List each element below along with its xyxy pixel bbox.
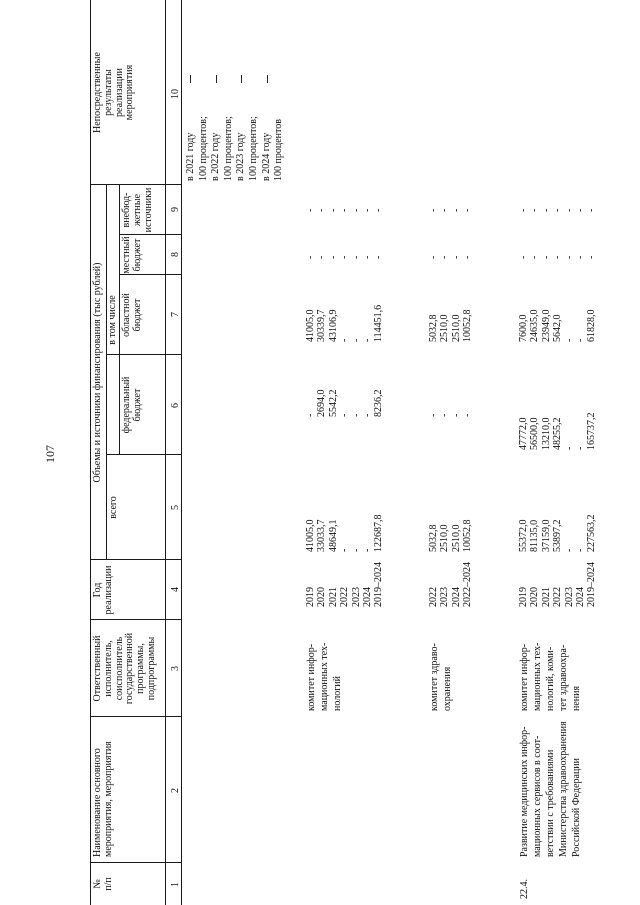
block1-total: 41005,0 33033,7 48649,1 - - - 122687,8 [305, 514, 385, 552]
page-number: 107 [43, 445, 57, 463]
colnum-8: 8 [170, 252, 181, 257]
block3-executor: комитет инфор- мационных тех- нологий, коми- тет здравоохра- нения [519, 642, 582, 711]
header-row-number: № п/п [92, 877, 114, 891]
header-year: Год реализации [92, 565, 114, 615]
block3-name: Развитие медицинских инфор- мационных сервисов в соот- ветствии с требованиями Министерства здравоохранения Российской Федерации [519, 721, 582, 857]
block3-number: 22.4. [519, 879, 530, 899]
colnum-10: 10 [170, 89, 181, 99]
block3-regional: 7600,0 24635,0 23949,0 5642,0 - - 61828,0 [518, 309, 598, 342]
header-executor: Ответственный исполнитель, соисполнитель государственной программы, подпрограммы [92, 632, 157, 705]
table-top-border [90, 0, 91, 905]
header-financing: Объемы и источники финансирования (тыс рублей) [92, 262, 103, 483]
rule-including-split [119, 185, 120, 455]
colnum-9: 9 [170, 207, 181, 212]
rule-financing-split [106, 185, 107, 560]
colnum-7: 7 [170, 312, 181, 317]
block3-offbudget: - - - - - - - [518, 208, 598, 212]
dash-mark [267, 75, 268, 83]
colnum-4: 4 [170, 587, 181, 592]
header-regional: областной бюджет [121, 293, 143, 337]
colnum-6: 6 [170, 403, 181, 408]
header-activity-name: Наименование основного мероприятия, мероприятия [92, 741, 114, 857]
dash-mark [241, 75, 242, 83]
header-results: Непосредственные результаты реализации мероприятия [92, 52, 136, 133]
results-text: в 2021 году 100 процентов; в 2022 году 100 процентов; в 2023 году 100 процентов; в 2024 году 100 процентов [185, 116, 285, 181]
block3-federal: 47772,0 56500,0 13210,0 48255,2 - - 165737,2 [518, 412, 598, 450]
colnum-3: 3 [170, 666, 181, 671]
block2-federal: - - - - [428, 413, 474, 417]
block2-years: 2022 2023 2024 2022–2024 [428, 562, 474, 607]
rule-colnum-bottom [181, 0, 182, 905]
colnum-2: 2 [170, 788, 181, 793]
colnum-5: 5 [170, 505, 181, 510]
block1-offbudget: - - - - - - - [305, 208, 385, 212]
header-offbudget: внебюд- жетные источники [121, 187, 154, 233]
block1-executor: комитет инфор- мационных тех- нологий [306, 642, 343, 711]
colnum-1: 1 [170, 882, 181, 887]
header-local: местный бюджет [121, 236, 143, 274]
block2-local: - - - - [428, 255, 474, 259]
dash-mark [190, 75, 191, 83]
block3-local: - - - - - - - [518, 255, 598, 259]
block2-total: 5032,8 2510,0 2510,0 10052,8 [428, 519, 474, 552]
block2-executor: комитет здраво- охранения [429, 643, 453, 711]
block3-total: 55372,0 81135,0 37159,0 53897,2 - - 227563,2 [518, 514, 598, 552]
header-total: всего [108, 496, 119, 519]
header-including: в том числе [107, 295, 118, 345]
block2-regional: 5032,8 2510,0 2510,0 10052,8 [428, 309, 474, 342]
block1-local: - - - - - - - [305, 255, 385, 259]
block3-years: 2019 2020 2021 2022 2023 2024 2019–2024 [518, 562, 598, 607]
dash-mark [216, 75, 217, 83]
block2-offbudget: - - - - [428, 208, 474, 212]
block1-years: 2019 2020 2021 2022 2023 2024 2019–2024 [305, 562, 385, 607]
header-federal: федеральный бюджет [121, 376, 143, 434]
rule-header-bottom [165, 0, 166, 905]
block1-federal: - 2694,0 5542,2 - - - 8236,2 [305, 389, 385, 417]
block1-regional: 41005,0 30339,7 43106,9 - - - 114451,6 [305, 304, 385, 342]
